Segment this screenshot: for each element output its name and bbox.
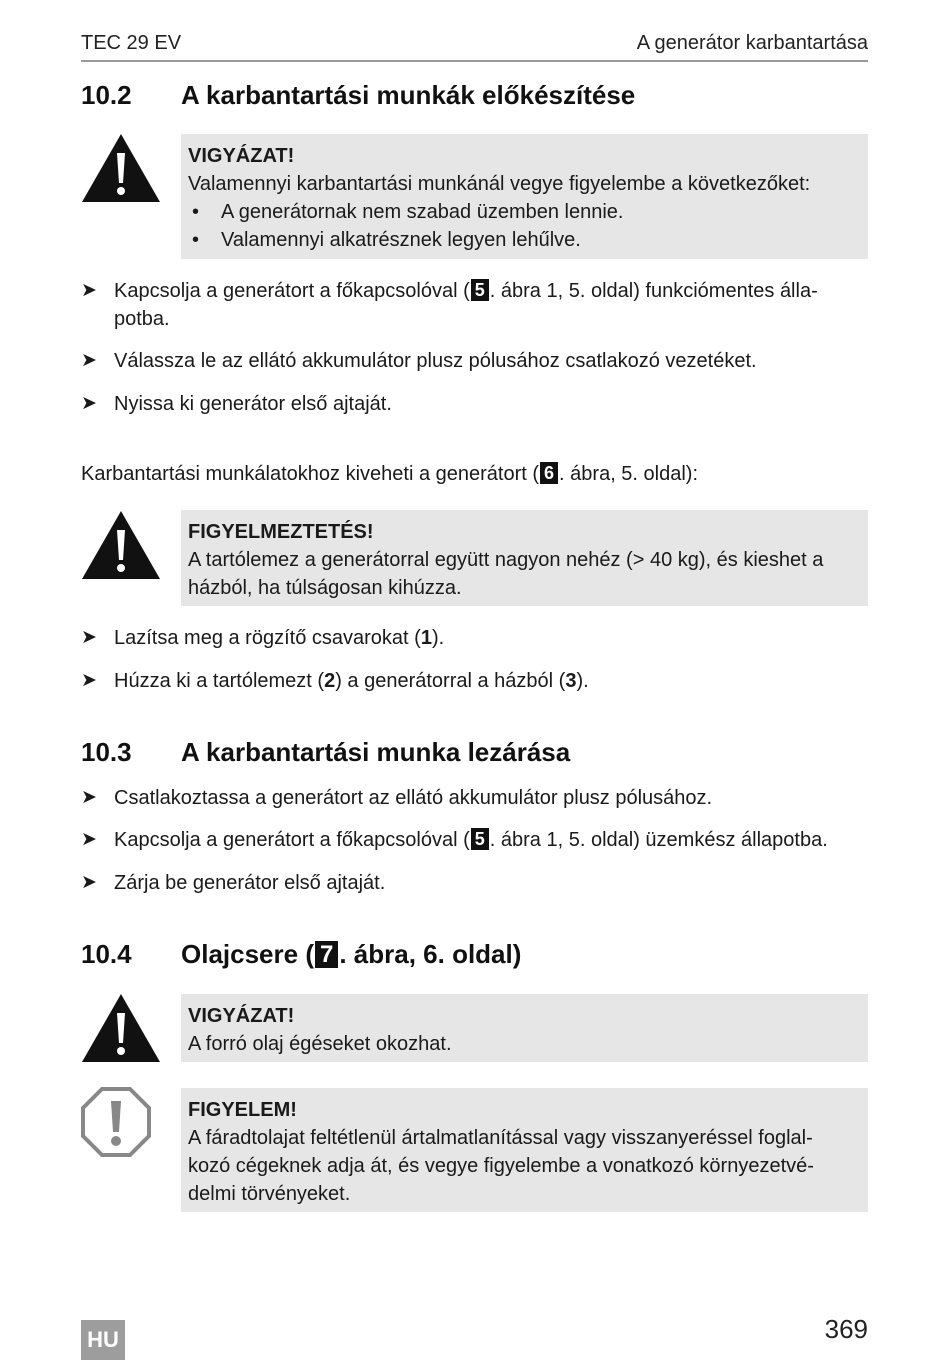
list-item: • A generátornak nem szabad üzemben lennie.: [188, 198, 860, 226]
step-item: [81, 667, 868, 695]
notice-text-line: kozó cégeknek adja át, és vegye figyelembe a vonatkozó környezetvé-: [188, 1155, 814, 1177]
section-title: Olajcsere ( 7 . ábra, 6. oldal): [181, 939, 522, 969]
section-title: A karbantartási munkák előkészítése: [181, 80, 636, 110]
section-number: 10.3: [81, 737, 132, 767]
warning-box: [181, 510, 868, 606]
step-item: [81, 826, 868, 854]
item-number: 3: [565, 670, 577, 692]
section-title: A karbantartási munka lezárása: [181, 737, 571, 767]
warning-triangle-icon: [81, 993, 161, 1063]
page-number: 369: [824, 1314, 868, 1344]
step-arrow-icon: ➤: [81, 393, 97, 414]
language-tab: HU: [81, 1320, 125, 1360]
step-text: Válassza le az ellátó akkumulátor plusz pólusához csatlakozó vezetéket.: [114, 350, 757, 372]
page-header: [81, 32, 868, 62]
notice-signal-word: FIGYELEM!: [188, 1099, 297, 1121]
warning-triangle-icon: [81, 133, 161, 203]
warning-triangle-icon: [81, 510, 161, 580]
figure-number-badge: 6: [540, 462, 558, 484]
step-item: [81, 624, 868, 652]
notice-text-line: A fáradtolajat feltétlenül ártalmatlanítással vagy visszanyeréssel foglal-: [188, 1127, 813, 1149]
notice-box: [181, 1088, 868, 1212]
step-text: Lazítsa meg a rögzítő csavarokat (1).: [114, 627, 445, 649]
caution-intro: Valamennyi karbantartási munkánál vegye figyelembe a következőket:: [188, 173, 811, 195]
item-number: 1: [420, 627, 432, 649]
step-arrow-icon: ➤: [81, 872, 97, 893]
step-text: Nyissa ki generátor első ajtaját.: [114, 393, 392, 415]
step-text: Zárja be generátor első ajtaját.: [114, 872, 386, 894]
notice-text-line: delmi törvényeket.: [188, 1183, 351, 1205]
header-chapter: A generátor karbantartása: [636, 32, 868, 54]
step-item: [81, 347, 868, 375]
section-number: 10.4: [81, 939, 132, 969]
caution-bullet-list: [188, 198, 860, 254]
figure-number-badge: 5: [471, 279, 489, 301]
caution-signal-word: VIGYÁZAT!: [188, 1005, 295, 1027]
warning-text-line: A tartólemez a generátorral együtt nagyon nehéz (> 40 kg), és kieshet a: [188, 549, 824, 571]
step-text: Kapcsolja a generátort a főkapcsolóval ( 5 . ábra 1, 5. oldal) funkciómentes álla- potba.: [114, 280, 818, 330]
step-text: Kapcsolja a generátort a főkapcsolóval ( 5 . ábra 1, 5. oldal) üzemkész állapotba.: [114, 829, 828, 851]
list-item: • Valamennyi alkatrésznek legyen lehűlve.: [188, 226, 860, 254]
header-model: TEC 29 EV: [81, 32, 182, 54]
caution-text: A forró olaj égéseket okozhat.: [188, 1033, 452, 1055]
step-arrow-icon: ➤: [81, 350, 97, 371]
caution-box: [181, 994, 868, 1062]
step-arrow-icon: ➤: [81, 787, 97, 808]
step-item: [81, 784, 868, 812]
warning-text-line: házból, ha túlságosan kihúzza.: [188, 577, 462, 599]
section-number: 10.2: [81, 80, 132, 110]
caution-box: [181, 134, 868, 259]
step-item: [81, 277, 868, 333]
step-text: Húzza ki a tartólemezt (2) a generátorral a házból (3).: [114, 670, 589, 692]
step-arrow-icon: ➤: [81, 829, 97, 850]
step-item: [81, 869, 868, 897]
step-arrow-icon: ➤: [81, 670, 97, 691]
warning-signal-word: FIGYELMEZTETÉS!: [188, 521, 374, 543]
item-number: 2: [324, 670, 336, 692]
step-arrow-icon: ➤: [81, 627, 97, 648]
body-paragraph: Karbantartási munkálatokhoz kiveheti a generátort ( 6 . ábra, 5. oldal):: [81, 463, 699, 485]
step-item: [81, 390, 868, 418]
step-text: Csatlakoztassa a generátort az ellátó akkumulátor plusz pólusához.: [114, 787, 713, 809]
notice-octagon-icon: [81, 1087, 151, 1157]
figure-number-badge: 7: [315, 941, 338, 968]
step-arrow-icon: ➤: [81, 280, 97, 301]
caution-signal-word: VIGYÁZAT!: [188, 145, 295, 167]
figure-number-badge: 5: [471, 828, 489, 850]
